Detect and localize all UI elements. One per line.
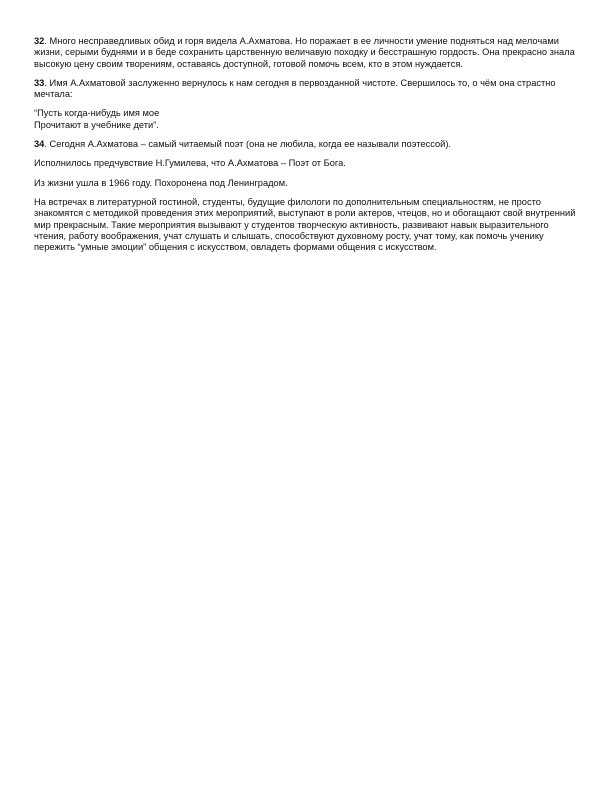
paragraph-number: 33 [34, 77, 45, 88]
paragraph-32 [34, 36, 579, 70]
paragraph-number: 34 [34, 139, 45, 150]
poem-line-2: Прочитают в учебнике дети”. [34, 119, 159, 130]
paragraph-literary-lounge: На встречах в литературной гостиной, студенты, будущие филологи по дополнительным специальностям, не просто знакомятся с методикой проведения этих мероприятий, выступают в роли актеров, чтецов, но и обогащают свой внутренний мир прекрасным. Такие мероприятия вызывают у студентов творческую активность, развивают навык выразительного чтения, работу воображения, учат слушать и слышать, способствуют духовному росту, учат тому, как помочь ученику пережить “умные эмоции” общения с искусством, овладеть формами общения с искусством. [34, 196, 576, 253]
poem-line-1: “Пусть когда-нибудь имя мое [34, 108, 160, 119]
poem-quote [34, 108, 579, 131]
document-page [34, 36, 579, 261]
paragraph-34 [34, 139, 579, 150]
paragraph-number: 32 [34, 36, 45, 46]
paragraph-33 [34, 78, 579, 101]
paragraph-text: . Сегодня А.Ахматова – самый читаемый поэт (она не любила, когда ее называли поэтессой). [44, 139, 452, 150]
paragraph-death: Из жизни ушла в 1966 году. Похоронена под Ленинградом. [34, 177, 288, 188]
paragraph-gumilev: Исполнилось предчувствие Н.Гумилева, что А.Ахматова – Поэт от Бога. [34, 158, 346, 169]
paragraph-text: . Много несправедливых обид и горя видела А.Ахматова. Но поражает в ее личности умение подняться над мелочами жизни, серыми буднями и в беде сохранить царственную величавую походку и бесстрашную гордость. Она прекрасно знала высокую цену своим творениям, оставаясь доступной, готовой помочь всем, кто в этом нуждается. [34, 36, 575, 69]
paragraph-text: . Имя А.Ахматовой заслуженно вернулось к нам сегодня в первозданной чистоте. Свершилось то, о чём она страстно мечтала: [34, 77, 556, 100]
